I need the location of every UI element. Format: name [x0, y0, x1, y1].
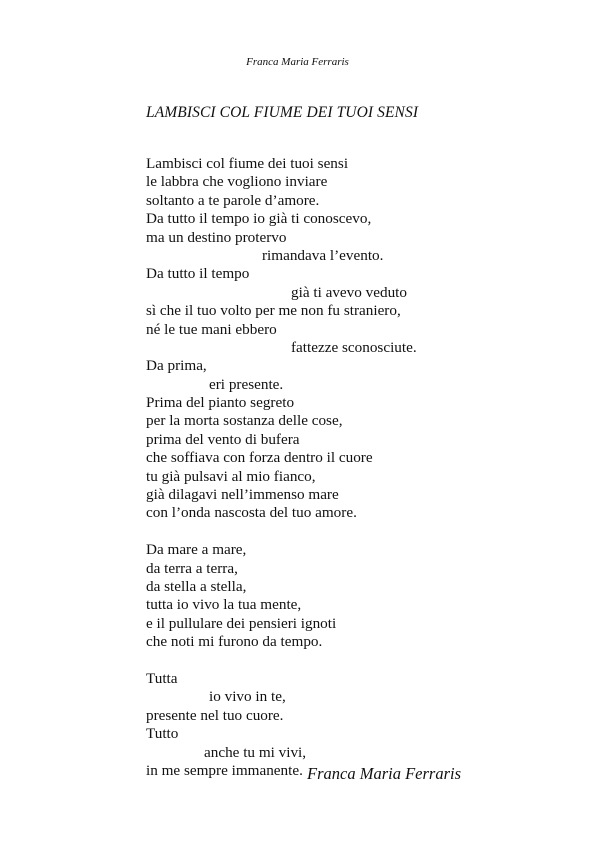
poem-line: né le tue mani ebbero [146, 320, 277, 338]
poem-line: ma un destino protervo [146, 228, 287, 246]
poem-line: che noti mi furono da tempo. [146, 633, 323, 651]
poem-line: rimandava l’evento. [262, 246, 384, 264]
poem-line: che soffiava con forza dentro il cuore [146, 449, 373, 467]
poem-line: tu già pulsavi al mio fianco, [146, 467, 316, 485]
poem-line: Lambisci col fiume dei tuoi sensi [146, 155, 349, 172]
poem-line: prima del vento di bufera [146, 430, 300, 448]
poem-line: per la morta sostanza delle cose, [146, 412, 343, 430]
poem-line: con l’onda nascosta del tuo amore. [146, 504, 357, 522]
poem-title: LAMBISCI COL FIUME DEI TUOI SENSI [146, 104, 419, 121]
poem-line: sì che il tuo volto per me non fu straniero, [146, 302, 401, 320]
poem-line: Da prima, [146, 357, 207, 375]
poem-line: e il pullulare dei pensieri ignoti [146, 614, 337, 632]
poem-line: Da tutto il tempo io già ti conoscevo, [146, 210, 372, 228]
poem-line: da terra a terra, [146, 559, 238, 577]
poem-line: da stella a stella, [146, 577, 247, 595]
poem-body [146, 155, 446, 780]
running-header-author: Franca Maria Ferraris [246, 56, 349, 68]
poem-line: anche tu mi vivi, [204, 743, 307, 761]
poem-line: io vivo in te, [209, 688, 286, 706]
poem-line: in me sempre immanente. [146, 761, 303, 779]
poem-line: presente nel tuo cuore. [146, 706, 284, 724]
poem-line: già ti avevo veduto [291, 283, 407, 301]
poem-line: Prima del pianto segreto [146, 394, 295, 412]
poem-line: Da mare a mare, [146, 541, 247, 559]
author-signature: Franca Maria Ferraris [307, 764, 461, 783]
poem-line: le labbra che vogliono inviare [146, 173, 328, 191]
poem-line: eri presente. [209, 375, 284, 393]
poem-line: tutta io vivo la tua mente, [146, 596, 302, 614]
poem-stanza [146, 155, 446, 523]
poem-line: soltanto a te parole d’amore. [146, 191, 320, 209]
poem-stanza [146, 541, 446, 651]
poem-line: Tutto [146, 725, 179, 743]
poem-line: Tutta [146, 669, 178, 687]
poem-line: già dilagavi nell’immenso mare [146, 486, 339, 504]
poem-line: Da tutto il tempo [146, 265, 250, 283]
poem-line: fattezze sconosciute. [291, 338, 417, 356]
